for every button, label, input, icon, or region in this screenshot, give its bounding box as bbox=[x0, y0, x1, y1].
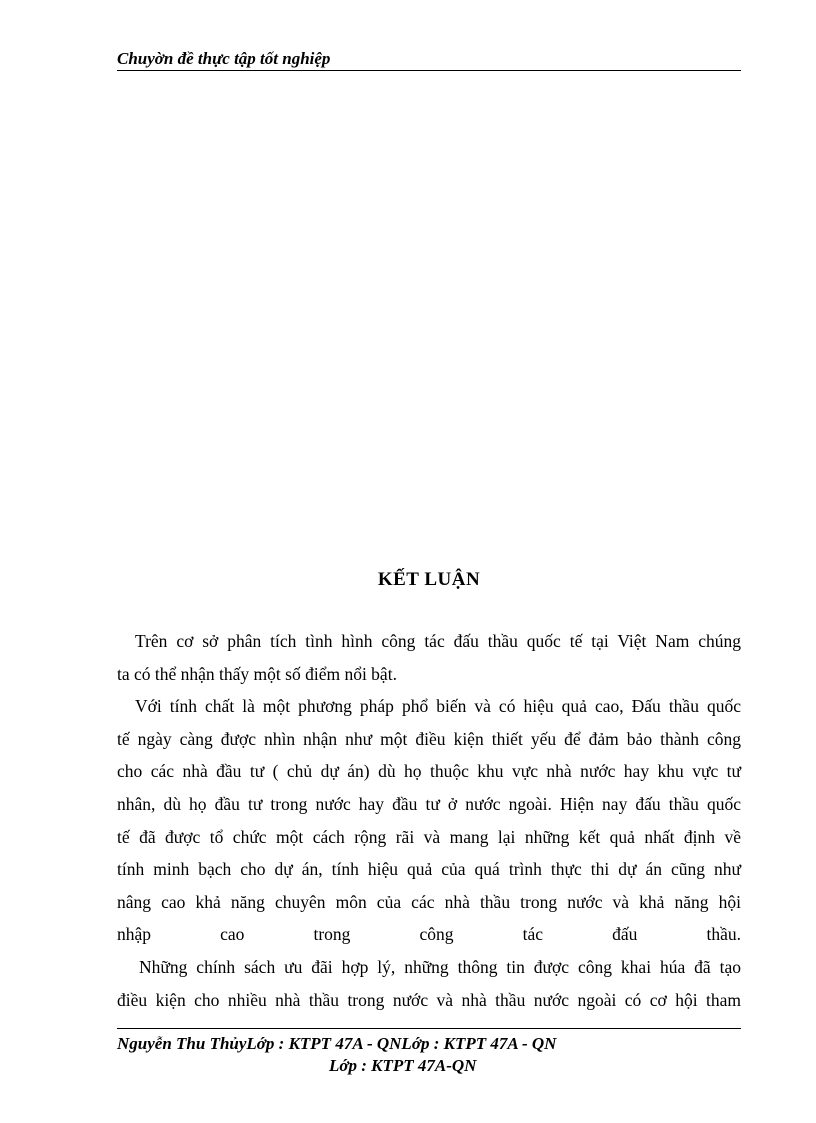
body-text bbox=[117, 625, 741, 1016]
page-footer bbox=[117, 1028, 741, 1089]
paragraph-line: tế đã được tổ chức một cách rộng rãi và mang lại những kết quả nhất định về bbox=[117, 826, 741, 847]
paragraph-line: tính minh bạch cho dự án, tính hiệu quả của quá trình thực thi dự án cũng như bbox=[117, 859, 741, 880]
paragraph-line: nâng cao khả năng chuyên môn của các nhà thầu trong nước và khả năng hội bbox=[117, 891, 741, 912]
section-title: KẾT LUẬN bbox=[377, 569, 481, 590]
paragraph-line: Những chính sách ưu đãi hợp lý, những thông tin được công khai húa đã tạo bbox=[139, 956, 741, 977]
paragraph-line: Trên cơ sở phân tích tình hình công tác đấu thầu quốc tế tại Việt Nam chúng bbox=[135, 631, 741, 651]
footer-class: Lớp : KTPT 47A-QN bbox=[329, 1056, 477, 1075]
header-title: Chuyờn đề thực tập tốt nghiệp bbox=[117, 49, 331, 68]
paragraph-line: Với tính chất là một phương pháp phổ biến và có hiệu quả cao, Đấu thầu quốc bbox=[135, 696, 741, 717]
paragraph-line: cho các nhà đầu tư ( chủ dự án) dù họ thuộc khu vực nhà nước hay khu vực tư bbox=[117, 761, 741, 782]
paragraph-line: ta có thể nhận thấy một số điểm nổi bật. bbox=[117, 663, 397, 684]
paragraph-line: điều kiện cho nhiều nhà thầu trong nước và nhà thầu nước ngoài có cơ hội tham bbox=[117, 989, 741, 1010]
paragraph-line: nhân, dù họ đầu tư trong nước hay đầu tư ở nước ngoài. Hiện nay đấu thầu quốc bbox=[117, 793, 741, 814]
paragraph-line: tế ngày càng được nhìn nhận như một điều kiện thiết yếu để đảm bảo thành công bbox=[117, 728, 741, 749]
page-header bbox=[117, 49, 741, 71]
footer-author-class: Nguyễn Thu ThủyLớp : KTPT 47A - QNLớp : KTPT 47A - QN bbox=[117, 1034, 557, 1053]
paragraph-line: nhập cao trong công tác đấu thầu. bbox=[117, 924, 741, 945]
